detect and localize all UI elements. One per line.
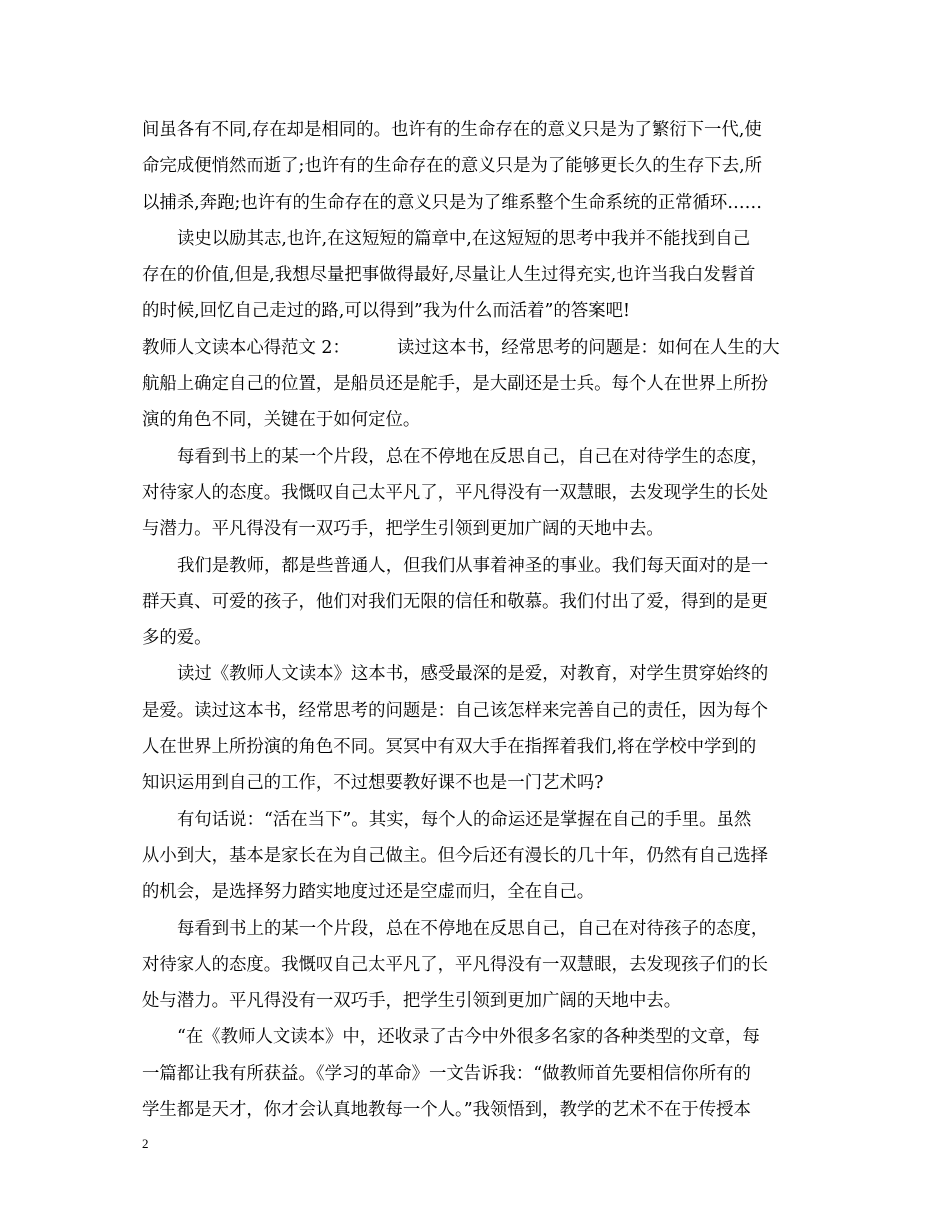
text-line: 读过《教师人文读本》这本书，感受最深的是爱，对教育，对学生贯穿始终的 — [177, 664, 769, 685]
text-line: 人在世界上所扮演的角色不同。冥冥中有双大手在指挥着我们,将在学校中学到的 — [142, 737, 757, 758]
essay-heading-line — [142, 330, 814, 366]
text-line: “在《教师人文读本》中，还收录了古今中外很多名家的各种类型的文章，每 — [177, 1027, 760, 1048]
text-line: 的时候,回忆自己走过的路,可以得到”我为什么而活着”的答案吧! — [142, 301, 630, 322]
paragraph-group-before — [142, 112, 814, 330]
text-line: 处与潜力。平凡得没有一双巧手，把学生引领到更加广阔的天地中去。 — [142, 991, 682, 1012]
text-line: 对待家人的态度。我慨叹自己太平凡了，平凡得没有一双慧眼，去发现学生的长处 — [142, 482, 769, 503]
essay-heading-text: 读过这本书，经常思考的问题是：如何在人生的大 — [397, 337, 780, 358]
text-line: 有句话说：“活在当下”。其实，每个人的命运还是掌握在自己的手里。虽然 — [177, 809, 752, 830]
essay-heading: 教师人文读本心得范文 2： — [142, 337, 350, 358]
text-line: 群天真、可爱的孩子，他们对我们无限的信任和敬慕。我们付出了爱，得到的是更 — [142, 591, 769, 612]
text-line: 多的爱。 — [142, 628, 212, 649]
text-line: 我们是教师，都是些普通人，但我们从事着神圣的事业。我们每天面对的是一 — [177, 555, 769, 576]
text-line: 与潜力。平凡得没有一双巧手，把学生引领到更加广阔的天地中去。 — [142, 519, 664, 540]
text-line: 存在的价值,但是,我想尽量把事做得最好,尽量让人生过得充实,也许当我白发髫首 — [142, 265, 756, 286]
text-line: 每看到书上的某一个片段，总在不停地在反思自己，自己在对待孩子的态度， — [177, 918, 769, 939]
text-line: 一篇都让我有所获益。《学习的革命》一文告诉我：“做教师首先要相信你所有的 — [142, 1063, 751, 1084]
text-line: 对待家人的态度。我慨叹自己太平凡了，平凡得没有一双慧眼，去发现孩子们的长 — [142, 954, 769, 975]
page-number: 2 — [142, 1136, 149, 1151]
text-line: 知识运用到自己的工作，不过想要教好课不也是一门艺术吗? — [142, 773, 604, 794]
text-line: 间虽各有不同,存在却是相同的。也许有的生命存在的意义只是为了繁衍下一代,使 — [142, 120, 762, 140]
paragraph-group-after — [142, 366, 814, 1128]
text-line: 以捕杀,奔跑;也许有的生命存在的意义只是为了维系整个生命系统的正常循环…… — [142, 192, 763, 213]
text-line: 演的角色不同，关键在于如何定位。 — [142, 410, 421, 431]
text-line: 从小到大，基本是家长在为自己做主。但今后还有漫长的几十年，仍然有自己选择 — [142, 845, 769, 866]
text-line: 学生都是天才，你才会认真地教每一个人。”我领悟到，教学的艺术不在于传授本 — [142, 1100, 751, 1121]
text-line: 命完成便悄然而逝了;也许有的生命存在的意义只是为了能够更长久的生存下去,所 — [142, 156, 763, 177]
document-body — [142, 112, 814, 1128]
text-line: 的机会，是选择努力踏实地度过还是空虚而归，全在自己。 — [142, 882, 595, 903]
text-line: 每看到书上的某一个片段，总在不停地在反思自己，自己在对待学生的态度， — [177, 446, 769, 467]
text-line: 读史以励其志,也许,在这短短的篇章中,在这短短的思考中我并不能找到自己 — [177, 228, 751, 249]
text-line: 是爱。读过这本书，经常思考的问题是：自己该怎样来完善自己的责任，因为每个 — [142, 700, 769, 721]
text-line: 航船上确定自己的位置，是船员还是舵手，是大副还是士兵。每个人在世界上所扮 — [142, 374, 769, 395]
